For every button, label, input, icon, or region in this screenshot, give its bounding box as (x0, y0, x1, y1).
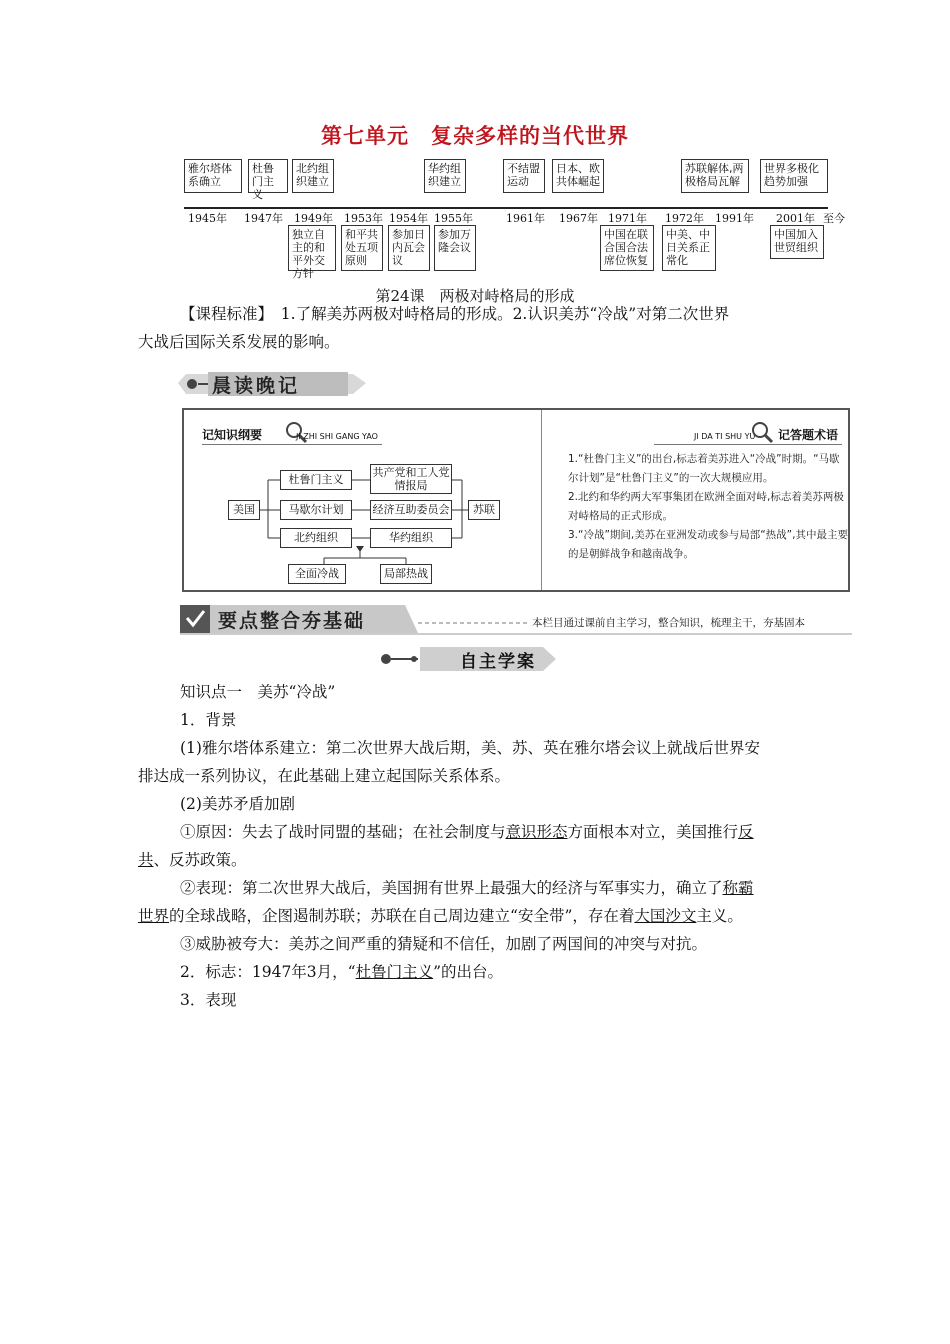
event-normalization: 中美、中日关系正常化 (662, 225, 716, 271)
answer-hegemony-b: 世界 (138, 907, 170, 925)
magnifier-icon-right (750, 420, 774, 444)
banner-self-study-text: 自主学案 (460, 652, 536, 672)
cause-line-2 (138, 846, 247, 874)
answer-anticommunism-a: 反 (738, 823, 754, 841)
banner-key-points-note: 本栏目通过课前自主学习，整合知识，梳理主干，夯基固本 (532, 617, 805, 629)
node-nato: 北约组织 (280, 528, 352, 548)
term-2: 2.北约和华约两大军事集团在欧洲全面对峙,标志着美苏两极对峙格局的正式形成。 (568, 491, 844, 522)
section-3: 3．表现 (180, 991, 237, 1009)
node-ussr: 苏联 (468, 500, 500, 520)
node-truman: 杜鲁门主义 (280, 470, 352, 490)
year-1945: 1945年 (188, 212, 227, 225)
cause-post: 、反苏政策。 (153, 851, 247, 869)
answer-chauvinism: 大国沙文 (634, 907, 697, 925)
year-1949: 1949年 (294, 212, 333, 225)
node-usa: 美国 (228, 500, 260, 520)
section-2 (180, 958, 503, 986)
standard-text-2: 大战后国际关系发展的影响。 (138, 333, 340, 351)
event-geneva: 参加日内瓦会议 (388, 225, 430, 271)
section-1-1a: (1)雅尔塔体系建立：第二次世界大战后期，美、苏、英在雅尔塔会议上就战后世界安 (180, 739, 760, 757)
answer-ideology: 意识形态 (505, 823, 568, 841)
cause-line (180, 818, 754, 846)
event-five-principles: 和平共处五项原则 (341, 225, 383, 271)
left-pinyin: JI ZHI SHI GANG YAO (296, 432, 378, 441)
standard-text-1: 1.了解美苏两极对峙格局的形成。2.认识美苏“冷战”对第二次世界 (280, 305, 730, 323)
banner-morning-text: 晨读晚记 (212, 375, 301, 397)
node-comecon: 经济互助委员会 (370, 500, 452, 520)
event-bandung: 参加万隆会议 (434, 225, 476, 271)
event-yalta: 雅尔塔体系确立 (184, 159, 242, 193)
timeline-axis (184, 207, 828, 209)
event-un-seat: 中国在联合国合法席位恢复 (600, 225, 654, 271)
banner-morning (178, 368, 368, 398)
event-truman: 杜鲁门主义 (248, 159, 288, 193)
year-1972: 1972年 (665, 212, 704, 225)
year-1971: 1971年 (608, 212, 647, 225)
manifest-line-2 (138, 902, 743, 930)
cause-mid: 方面根本对立，美国推行 (567, 823, 739, 841)
left-title: 记知识纲要 (202, 428, 263, 442)
knowledge-divider (541, 410, 542, 590)
cause-pre: ①原因：失去了战时同盟的基础；在社会制度与 (180, 823, 506, 841)
year-1967: 1967年 (559, 212, 598, 225)
answer-anticommunism-b: 共 (138, 851, 154, 869)
section-1-1b: 排达成一系列协议，在此基础上建立起国际关系体系。 (138, 767, 511, 785)
threat-line: ③威胁被夸大：美苏之间严重的猜疑和不信任，加剧了两国间的冲突与对抗。 (180, 935, 708, 953)
node-local-war: 局部热战 (380, 564, 432, 584)
standard-label: 【课程标准】 (180, 305, 266, 323)
year-1955: 1955年 (434, 212, 473, 225)
unit-title: 第七单元 复杂多样的当代世界 (321, 124, 629, 148)
right-pinyin: JI DA TI SHU YU (694, 432, 756, 441)
answer-truman-doctrine: 杜鲁门主义 (355, 963, 434, 981)
term-3: 3.“冷战”期间,美苏在亚洲发动或参与局部“热战”,其中最主要的是朝鲜战争和越南战争。 (568, 529, 848, 560)
year-now: 至今 (823, 212, 845, 225)
event-ussr-collapse: 苏联解体,两极格局瓦解 (681, 159, 749, 193)
term-1: 1.“杜鲁门主义”的出台,标志着美苏进入“冷战”时期。“马歇尔计划”是“杜鲁门主义”的一次大规模应用。 (568, 453, 840, 484)
kp-title: 知识点一 美苏“冷战” (180, 683, 336, 701)
lesson-title: 第24课 两极对峙格局的形成 (375, 287, 575, 305)
node-cominform: 共产党和工人党情报局 (370, 464, 452, 494)
timeline (178, 155, 850, 280)
knowledge-box (182, 408, 850, 592)
node-warsaw: 华约组织 (370, 528, 452, 548)
section-2-post: ”的出台。 (433, 963, 504, 981)
manifest-line (180, 874, 754, 902)
manifest-mid: 的全球战略，企图遏制苏联；苏联在自己周边建立“安全带”，存在着 (169, 907, 635, 925)
year-1953: 1953年 (344, 212, 383, 225)
node-cold-war: 全面冷战 (288, 564, 346, 584)
event-peace-diplomacy: 独立自主的和平外交方针 (288, 225, 336, 271)
year-2001: 2001年 (776, 212, 815, 225)
event-nonaligned: 不结盟运动 (503, 159, 545, 193)
event-multipolar: 世界多极化趋势加强 (760, 159, 828, 193)
terms-list (568, 450, 848, 564)
event-wto: 中国加入世贸组织 (770, 225, 824, 259)
right-title-rule (654, 444, 842, 445)
banner-self-study (378, 645, 558, 673)
node-marshall: 马歇尔计划 (280, 500, 352, 520)
course-standard (180, 300, 820, 328)
manifest-pre: ②表现：第二次世界大战后，美国拥有世界上最强大的经济与军事实力，确立了 (180, 879, 723, 897)
event-warsaw: 华约组织建立 (424, 159, 466, 193)
banner-key-points (180, 603, 852, 635)
answer-hegemony-a: 称霸 (722, 879, 754, 897)
manifest-post: 主义。 (696, 907, 743, 925)
year-1991: 1991年 (715, 212, 754, 225)
year-1954: 1954年 (389, 212, 428, 225)
section-1-2: (2)美苏矛盾加剧 (180, 795, 295, 813)
year-1961: 1961年 (506, 212, 545, 225)
right-title: 记答题术语 (778, 428, 839, 442)
event-nato: 北约组织建立 (292, 159, 334, 193)
section-1: 1．背景 (180, 711, 237, 729)
event-japan-ec: 日本、欧共体崛起 (552, 159, 604, 193)
year-1947: 1947年 (244, 212, 283, 225)
banner-key-points-text: 要点整合夯基础 (218, 610, 366, 632)
section-2-pre: 2．标志：1947年3月，“ (180, 963, 356, 981)
